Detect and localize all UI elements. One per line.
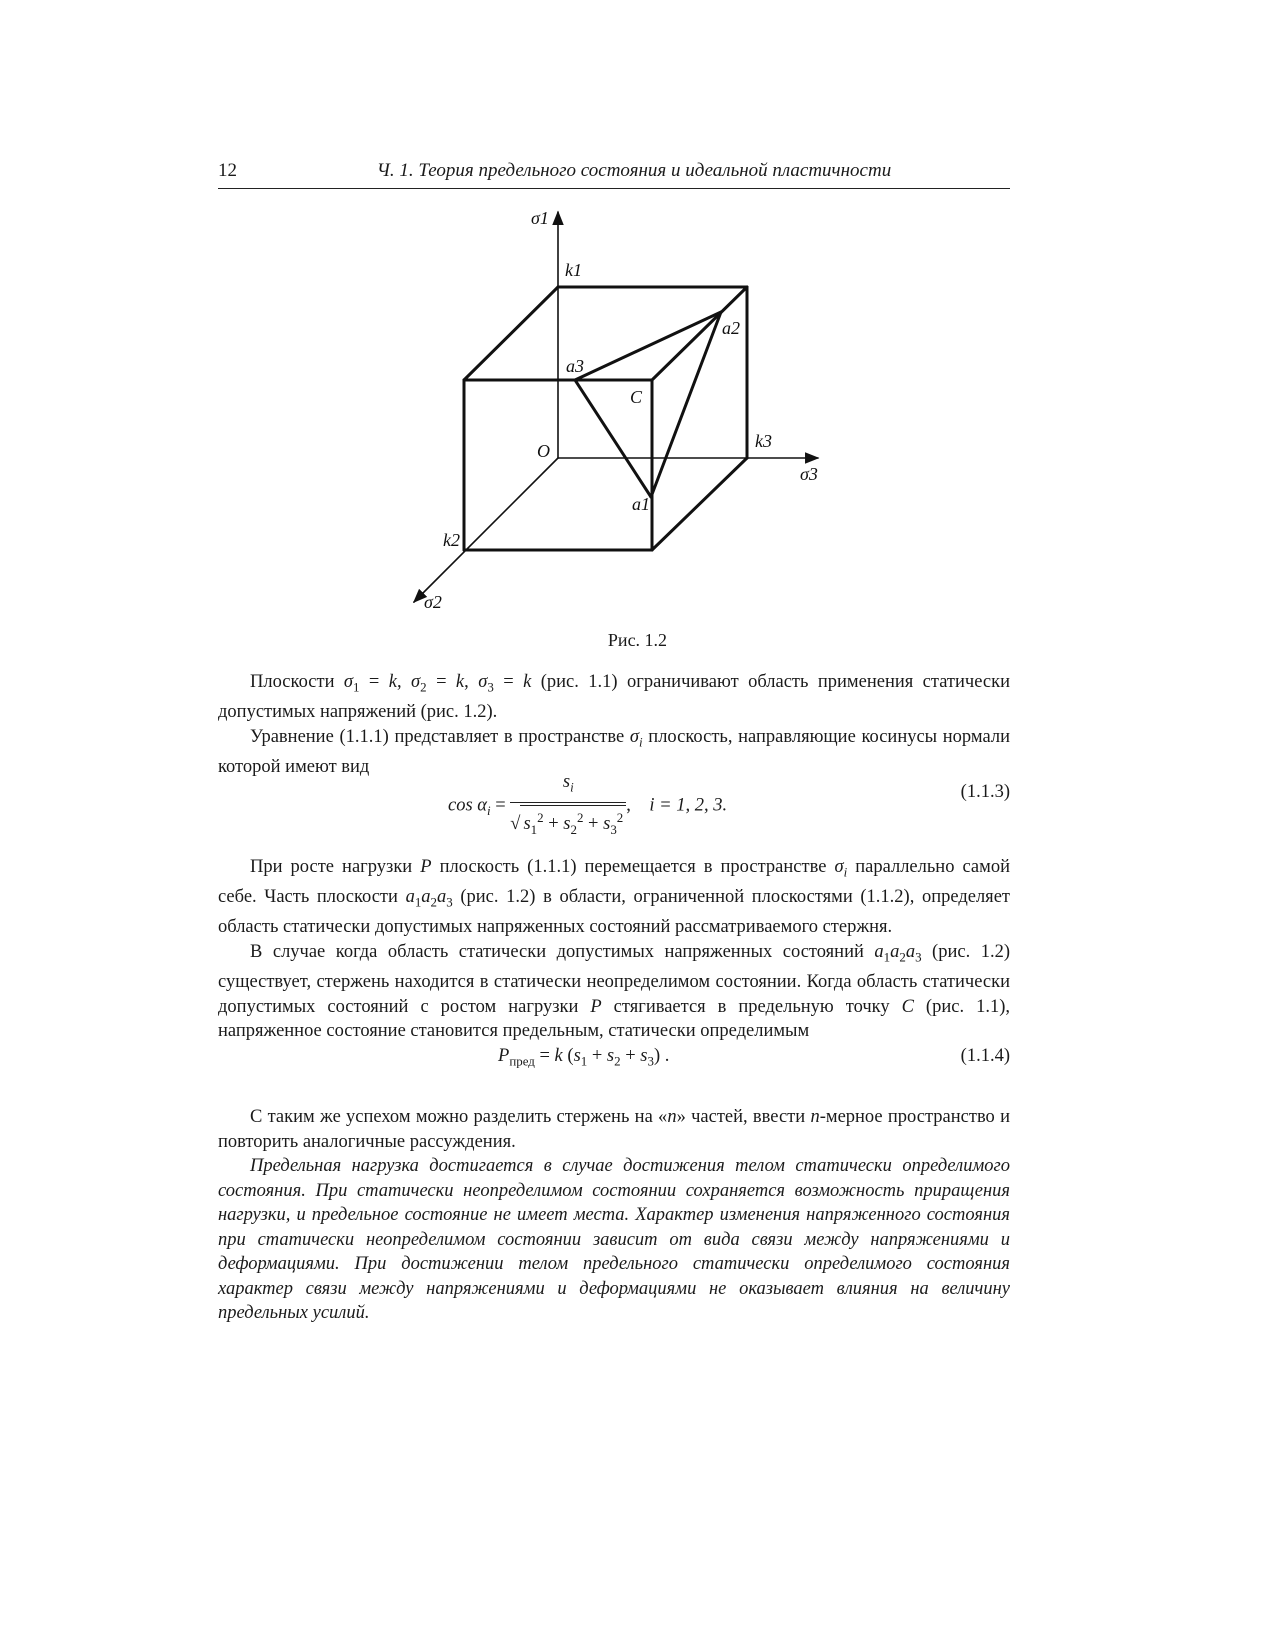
label-sigma2: σ2 (424, 592, 442, 612)
equation-1-1-3: $\cos \alpha_i$ = $\frac{s_i}{√ s_1^2 + s_2^2 + s_3^2}$ , i = 1, 2, 3. (1.1.3) (218, 770, 1010, 830)
label-k3: k3 (755, 431, 772, 451)
paragraph: Уравнение (1.1.1) представляет в пространстве $\sigma_i$ плоскость, направляющие косинусы нормали которой имеют вид (218, 726, 1010, 777)
label-sigma3: σ3 (800, 464, 818, 484)
paragraph: При росте нагрузки P плоскость (1.1.1) перемещается в пространстве $\sigma_i$ параллельно самой себе. Часть плоскости $a_1a_2a_3$ (рис. 1.2) в области, ограниченной плоскостями (1.1.2), определяет область статически допустимых напряженных состояний рассматриваемого стержня. (218, 857, 1010, 938)
label-k1: k1 (565, 260, 582, 280)
equation-1-1-4: $P_{пред} = k$ $(s_1 + s_2 + s_3)$ . (1.1.4) (498, 1045, 1010, 1069)
body-text-middle (218, 855, 1010, 1068)
label-C: C (630, 387, 643, 407)
axis-sigma2 (414, 458, 558, 602)
paragraph: В случае когда область статически допустимых напряженных состояний $a_1a_2a_3$ (рис. 1.2) существует, стержень находится в статически неопределимом состоянии. Когда область статически допустимых состояний с ростом нагрузки P стягивается в предельную точку C (рис. 1.1), напряженное состояние становится предельным, статически определимым (218, 941, 1011, 1042)
page-number: 12 (218, 160, 237, 181)
cube-edge (652, 458, 747, 550)
figure-cube-diagram (0, 0, 1275, 640)
cube-edge (464, 287, 558, 380)
label-sigma1: σ1 (531, 208, 549, 228)
label-a1: a1 (632, 494, 650, 514)
body-text-upper (218, 670, 1010, 779)
paragraph: Плоскости $\sigma_1 = k$, $\sigma_2 = k$, $\sigma_3 = k$ (рис. 1.1) ограничивают область применения статически допустимых напряжений (рис. 1.2). (218, 672, 1010, 723)
figure-caption: Рис. 1.2 (607, 630, 668, 650)
label-a2: a2 (722, 318, 740, 338)
label-k2: k2 (443, 530, 460, 550)
paragraph: С таким же успехом можно разделить стержень на «n» частей, ввести n-мерное пространство и повторить аналогичные рассуждения. (218, 1107, 1010, 1152)
running-title: Ч. 1. Теория предельного состояния и идеальной пластичности (376, 160, 892, 181)
label-a3: a3 (566, 356, 584, 376)
paragraph-italic-statement: Предельная нагрузка достигается в случае достижения телом статически определимого состояния. При статически неопределимом состоянии сохраняется возможность приращения нагрузки, и предельное состояние не имеет места. Характер изменения напряженного состояния при статически неопределимом состоянии зависит от вида связи между напряжениями и деформациями. При достижении телом предельного статически определимого состояния характер связи между напряжениями и деформациями не оказывает влияния на величину предельных усилий. (218, 1156, 1010, 1323)
label-O: O (537, 441, 550, 461)
body-text-lower (218, 1105, 1010, 1326)
